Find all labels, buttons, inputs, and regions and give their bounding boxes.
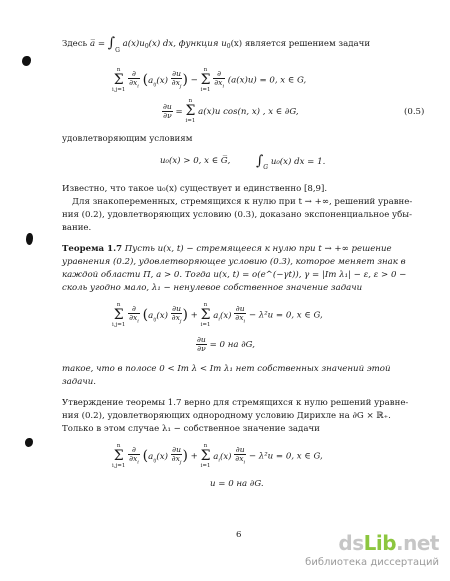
theorem-line-1 [62, 244, 392, 255]
equation-05-row1-tail: (a(x)u) = 0, x ∈ G, [227, 75, 307, 86]
intro-line: Здесь a̅ = $\int_G$ $a(x)u_0(x)$ dx, функция $u_0(x)$ является решением задачи [62, 35, 371, 54]
integral-subscript: G [115, 47, 120, 54]
paragraph-1-line-2: ния (0.2), удовлетворяющих условию (0.3), доказано экспоненциальное убы- [62, 210, 412, 220]
intro-text-c: a(x)u [122, 39, 145, 49]
theorem-equation-tail: − λ²u = 0, x ∈ G, [248, 310, 323, 321]
dirichlet-equation: n Σ i,j=1 $\frac{\partial}{\partial x_i}$ ($a_{ij}(x)$ $\frac{\partial u}{\partial x_j}$ ) + n Σ i=1 $a_i(x)$ $\frac{\partial u}{\partial x_i}$ − λ²u = 0, x ∈ G, [112, 442, 323, 469]
dirichlet-line-1: Утверждение теоремы 1.7 верно для стремящихся к нулю решений уравне- [62, 398, 409, 408]
ink-blot-2 [26, 233, 33, 245]
equation-05-row2: $\frac{\partial u}{\partial\nu}$ = n Σ i=1 a(x)u cos(n, x) , x ∈ ∂G, [163, 98, 299, 124]
dirichlet-boundary-condition: u = 0 на ∂G. [210, 479, 264, 489]
sum-symbol: n Σ i,j=1 [112, 66, 126, 93]
known-text: Известно, что такое u₀(x) существует и единственно [8,9]. [62, 184, 328, 194]
theorem-after-2: задачи. [62, 377, 96, 387]
dirichlet-equation-tail: − λ²u = 0, x ∈ G, [248, 451, 323, 462]
theorem-line-2: уравнения (0.2), удовлетворяющее условию (0.3), которое меняет знак в [62, 257, 406, 267]
theorem-text-1: Пусть u(x, t) − стремящееся к нулю при t → +∞ решение [124, 244, 392, 254]
theorem-line-4: сколь угодно мало, λ₁ − ненулевое собственное значение задачи [62, 283, 363, 293]
condition-a: u₀(x) > 0, x ∈ G̅, [160, 156, 231, 166]
dirichlet-line-2: ния (0.2), удовлетворяющих однородному условию Дирихле на ∂G × ℝ₊. [62, 411, 391, 421]
condition-b-text: u₀(x) dx = 1. [270, 157, 326, 167]
ink-blot-1 [22, 56, 31, 66]
theorem-line-3: каждой области Π, a > 0. Тогда u(x, t) = o(e^(−γt)), γ = |Im λ₁| − ε, ε > 0 − [62, 270, 407, 280]
intro-text-d: (x) dx, функция u [148, 39, 227, 49]
site-tagline: библиотека диссертаций [305, 557, 439, 568]
integral-symbol: ∫ [256, 153, 264, 169]
intro-text-b: = [95, 39, 108, 49]
theorem-after-1: такое, что в полосе 0 < Im λ < Im λ₁ нет собственных значений этой [62, 364, 391, 374]
theorem-bc-text: = 0 на ∂G, [209, 340, 255, 350]
paragraph-1-line-1: Для знакопеременных, стремящихся к нулю при t → +∞, решений уравне- [72, 197, 413, 207]
equation-05-label: (0.5) [404, 107, 425, 117]
paragraph-1-line-3: вание. [62, 223, 92, 233]
intro-text-e: (x) является решением задачи [230, 39, 371, 49]
dirichlet-line-3: Только в этом случае λ₁ − собственное значение задачи [62, 424, 320, 434]
ink-blot-3 [25, 438, 33, 447]
equation-05-row2-tail: a(x)u cos(n, x) , x ∈ ∂G, [198, 107, 299, 117]
theorem-boundary-condition: $\frac{\partial u}{\partial\nu}$ = 0 на ∂G, [197, 335, 255, 353]
equation-05-row1: n Σ i,j=1 $\frac{\partial}{\partial x_i}$ ($a_{ij}(x)$ $\frac{\partial u}{\partial x_j}$ ) − n Σ i=1 $\frac{\partial}{\partial x_i}$ (a(x)u) = 0, x ∈ G, [112, 66, 307, 93]
intro-text-a: Здесь [62, 39, 90, 49]
satisfying-text: удовлетворяющим условиям [62, 134, 193, 144]
theorem-equation: n Σ i,j=1 $\frac{\partial}{\partial x_i}$ ($a_{ij}(x)$ $\frac{\partial u}{\partial x_j}$ ) + n Σ i=1 $a_i(x)$ $\frac{\partial u}{\partial x_i}$ − λ²u = 0, x ∈ G, [112, 301, 323, 328]
sum-symbol-2: n Σ i=1 [200, 66, 211, 93]
page-number: 6 [236, 530, 242, 540]
theorem-title: Теорема 1.7 [62, 244, 123, 254]
watermark [300, 531, 445, 577]
condition-b: $\int_G$ u₀(x) dx = 1. [256, 153, 326, 171]
site-logo: dsLib.net [338, 531, 439, 555]
